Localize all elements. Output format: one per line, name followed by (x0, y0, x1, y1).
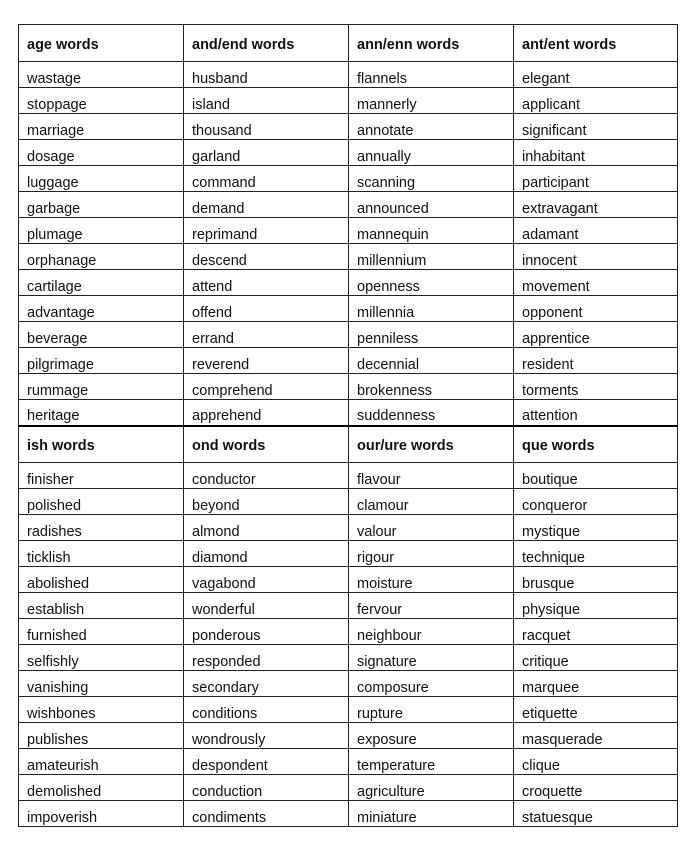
word-cell: croquette (514, 775, 678, 801)
table-row (19, 489, 678, 515)
word-cell: errand (184, 322, 349, 348)
word-cell: decennial (349, 348, 514, 374)
table-row (19, 593, 678, 619)
word-cell: reverend (184, 348, 349, 374)
word-cell: ponderous (184, 619, 349, 645)
table-row (19, 166, 678, 192)
table-row (19, 723, 678, 749)
word-cell: significant (514, 114, 678, 140)
word-cell: mannerly (349, 88, 514, 114)
table-row (19, 192, 678, 218)
word-cell: extravagant (514, 192, 678, 218)
word-cell: pilgrimage (19, 348, 184, 374)
column-header: ond words (184, 426, 349, 463)
column-header: and/end words (184, 25, 349, 62)
word-cell: temperature (349, 749, 514, 775)
word-cell: heritage (19, 400, 184, 426)
header-row (19, 426, 678, 463)
word-cell: orphanage (19, 244, 184, 270)
word-cell: diamond (184, 541, 349, 567)
table-section-1 (19, 25, 678, 426)
word-cell: command (184, 166, 349, 192)
table-row (19, 697, 678, 723)
word-cell: conqueror (514, 489, 678, 515)
word-cell: luggage (19, 166, 184, 192)
table-row (19, 749, 678, 775)
table-row (19, 114, 678, 140)
table-row (19, 515, 678, 541)
word-cell: husband (184, 62, 349, 88)
word-cell: wastage (19, 62, 184, 88)
word-cell: plumage (19, 218, 184, 244)
word-cell: radishes (19, 515, 184, 541)
word-cell: adamant (514, 218, 678, 244)
word-cell: innocent (514, 244, 678, 270)
table-row (19, 775, 678, 801)
table-row (19, 218, 678, 244)
word-cell: physique (514, 593, 678, 619)
table-row (19, 348, 678, 374)
column-header: ant/ent words (514, 25, 678, 62)
word-cell: attend (184, 270, 349, 296)
word-cell: millennium (349, 244, 514, 270)
word-cell: beverage (19, 322, 184, 348)
word-cell: valour (349, 515, 514, 541)
word-cell: attention (514, 400, 678, 426)
table-row (19, 671, 678, 697)
word-cell: clique (514, 749, 678, 775)
table-row (19, 140, 678, 166)
word-cell: apprentice (514, 322, 678, 348)
column-header: ann/enn words (349, 25, 514, 62)
table-row (19, 88, 678, 114)
word-cell: vanishing (19, 671, 184, 697)
spelling-word-table (18, 24, 678, 827)
word-cell: offend (184, 296, 349, 322)
word-cell: stoppage (19, 88, 184, 114)
table-row (19, 374, 678, 400)
word-cell: scanning (349, 166, 514, 192)
word-cell: neighbour (349, 619, 514, 645)
word-cell: comprehend (184, 374, 349, 400)
word-cell: boutique (514, 463, 678, 489)
word-cell: condiments (184, 801, 349, 827)
word-cell: fervour (349, 593, 514, 619)
word-cell: demolished (19, 775, 184, 801)
word-cell: cartilage (19, 270, 184, 296)
word-cell: wondrously (184, 723, 349, 749)
word-cell: openness (349, 270, 514, 296)
word-cell: inhabitant (514, 140, 678, 166)
word-cell: thousand (184, 114, 349, 140)
word-cell: apprehend (184, 400, 349, 426)
word-cell: brusque (514, 567, 678, 593)
table-row (19, 322, 678, 348)
word-cell: masquerade (514, 723, 678, 749)
word-cell: beyond (184, 489, 349, 515)
word-cell: vagabond (184, 567, 349, 593)
table-row (19, 801, 678, 827)
word-cell: miniature (349, 801, 514, 827)
word-cell: flannels (349, 62, 514, 88)
word-cell: critique (514, 645, 678, 671)
word-cell: moisture (349, 567, 514, 593)
table-row (19, 619, 678, 645)
word-cell: conduction (184, 775, 349, 801)
word-cell: establish (19, 593, 184, 619)
word-cell: furnished (19, 619, 184, 645)
word-cell: etiquette (514, 697, 678, 723)
word-cell: marquee (514, 671, 678, 697)
word-cell: technique (514, 541, 678, 567)
word-cell: applicant (514, 88, 678, 114)
word-cell: suddenness (349, 400, 514, 426)
word-cell: ticklish (19, 541, 184, 567)
word-cell: despondent (184, 749, 349, 775)
word-cell: conductor (184, 463, 349, 489)
word-cell: brokenness (349, 374, 514, 400)
word-cell: dosage (19, 140, 184, 166)
word-cell: penniless (349, 322, 514, 348)
column-header: ish words (19, 426, 184, 463)
table-row (19, 62, 678, 88)
word-cell: reprimand (184, 218, 349, 244)
word-cell: clamour (349, 489, 514, 515)
table-row (19, 244, 678, 270)
word-cell: torments (514, 374, 678, 400)
word-cell: marriage (19, 114, 184, 140)
word-cell: publishes (19, 723, 184, 749)
word-cell: selfishly (19, 645, 184, 671)
word-cell: participant (514, 166, 678, 192)
word-cell: abolished (19, 567, 184, 593)
word-cell: agriculture (349, 775, 514, 801)
word-cell: wonderful (184, 593, 349, 619)
word-cell: mannequin (349, 218, 514, 244)
word-cell: demand (184, 192, 349, 218)
table-section-2 (19, 426, 678, 827)
word-cell: wishbones (19, 697, 184, 723)
word-cell: polished (19, 489, 184, 515)
word-cell: island (184, 88, 349, 114)
word-cell: mystique (514, 515, 678, 541)
header-row (19, 25, 678, 62)
word-cell: finisher (19, 463, 184, 489)
word-cell: garland (184, 140, 349, 166)
word-cell: descend (184, 244, 349, 270)
column-header: age words (19, 25, 184, 62)
word-cell: secondary (184, 671, 349, 697)
word-cell: rupture (349, 697, 514, 723)
word-cell: almond (184, 515, 349, 541)
table-row (19, 541, 678, 567)
word-cell: annually (349, 140, 514, 166)
word-cell: opponent (514, 296, 678, 322)
word-cell: garbage (19, 192, 184, 218)
word-cell: advantage (19, 296, 184, 322)
word-cell: rigour (349, 541, 514, 567)
word-cell: exposure (349, 723, 514, 749)
word-cell: millennia (349, 296, 514, 322)
word-cell: statuesque (514, 801, 678, 827)
table-row (19, 400, 678, 426)
word-cell: composure (349, 671, 514, 697)
table-row (19, 270, 678, 296)
column-header: our/ure words (349, 426, 514, 463)
word-cell: elegant (514, 62, 678, 88)
table-row (19, 645, 678, 671)
word-cell: responded (184, 645, 349, 671)
table-row (19, 463, 678, 489)
word-cell: impoverish (19, 801, 184, 827)
word-cell: conditions (184, 697, 349, 723)
column-header: que words (514, 426, 678, 463)
table-row (19, 567, 678, 593)
table-row (19, 296, 678, 322)
word-cell: movement (514, 270, 678, 296)
word-cell: amateurish (19, 749, 184, 775)
word-cell: racquet (514, 619, 678, 645)
word-cell: rummage (19, 374, 184, 400)
word-cell: signature (349, 645, 514, 671)
word-cell: resident (514, 348, 678, 374)
word-cell: announced (349, 192, 514, 218)
word-cell: flavour (349, 463, 514, 489)
word-cell: annotate (349, 114, 514, 140)
